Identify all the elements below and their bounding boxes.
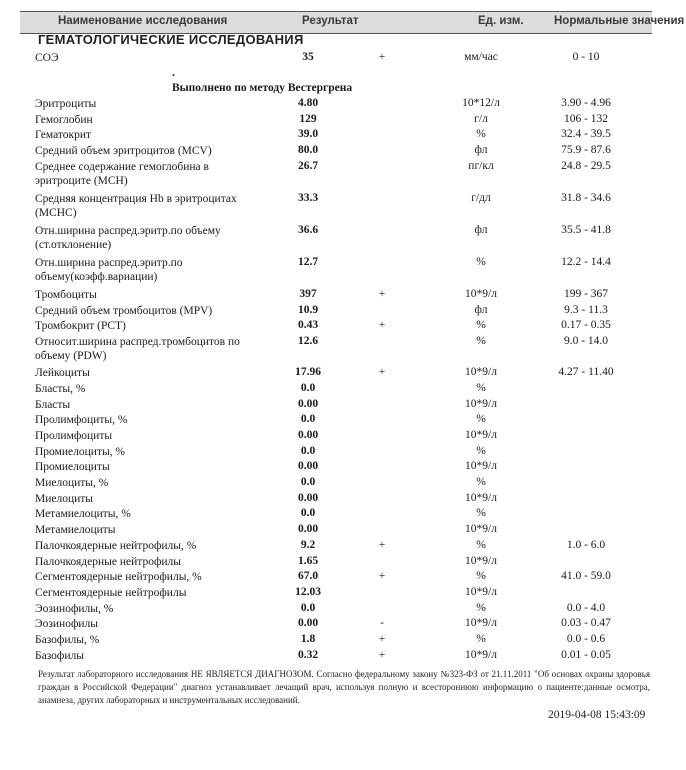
reference-range: 106 - 132 — [563, 113, 609, 125]
test-result: 0.00 — [297, 617, 319, 629]
test-unit: % — [476, 128, 486, 140]
test-result: 12.7 — [297, 256, 319, 268]
test-unit: фл — [474, 224, 488, 236]
reference-range: 32.4 - 39.5 — [561, 128, 611, 140]
reference-range: 199 - 367 — [563, 288, 609, 300]
test-result: 36.6 — [297, 224, 319, 236]
header-norm: Нормальные значения — [554, 15, 685, 27]
test-name: Промиелоциты — [35, 461, 110, 473]
test-result: 397 — [299, 288, 317, 300]
test-name: Отн.ширина распред.эритр.по объему(коэфф.вариации) — [35, 257, 183, 283]
report-timestamp: 2019-04-08 15:43:09 — [548, 709, 646, 721]
test-unit: 10*9/л — [465, 398, 497, 410]
test-result: 0.00 — [297, 460, 319, 472]
test-unit: % — [476, 539, 486, 551]
test-unit: % — [476, 570, 486, 582]
reference-range: 0.01 - 0.05 — [561, 649, 611, 661]
test-name: Базофилы — [35, 650, 85, 662]
test-result: 0.0 — [300, 602, 316, 614]
test-name: Гемоглобин — [35, 114, 93, 126]
test-result: 39.0 — [297, 128, 319, 140]
test-unit: % — [476, 476, 486, 488]
test-name: СОЭ — [35, 52, 59, 64]
test-name: Метамиелоциты, % — [35, 508, 131, 520]
test-unit: 10*9/л — [465, 555, 497, 567]
reference-range: 35.5 - 41.8 — [561, 224, 611, 236]
test-unit: 10*9/л — [465, 460, 497, 472]
test-unit: 10*12/л — [462, 97, 500, 109]
test-result: 35 — [302, 51, 314, 63]
abnormal-flag: + — [378, 366, 386, 378]
test-name: Тромбокрит (PCT) — [35, 320, 126, 332]
test-name: Базофилы, % — [35, 634, 100, 646]
reference-range: 0 - 10 — [572, 51, 600, 63]
test-unit: % — [476, 335, 486, 347]
test-result: 12.6 — [297, 335, 319, 347]
section-title: ГЕМАТОЛОГИЧЕСКИЕ ИССЛЕДОВАНИЯ — [38, 32, 304, 47]
test-result: 0.00 — [297, 492, 319, 504]
test-unit: 10*9/л — [465, 523, 497, 535]
test-result: 0.00 — [297, 523, 319, 535]
test-result: 0.43 — [297, 319, 319, 331]
test-name: Среднее содержание гемоглобина в эритроците (MCH) — [35, 161, 209, 187]
test-name: Тромбоциты — [35, 289, 97, 301]
test-name: Бласты, % — [35, 383, 86, 395]
table-header — [20, 11, 685, 34]
test-name: Отн.ширина распред.эритр.по объему (ст.отклонение) — [35, 225, 221, 251]
test-name: Сегментоядерные нейтрофилы — [35, 587, 187, 599]
header-result: Результат — [302, 15, 359, 27]
abnormal-flag: + — [378, 288, 386, 300]
test-name: Палочкоядерные нейтрофилы — [35, 556, 182, 568]
abnormal-flag: + — [378, 633, 386, 645]
abnormal-flag: + — [378, 649, 386, 661]
test-unit: % — [476, 507, 486, 519]
reference-range: 4.27 - 11.40 — [558, 366, 614, 378]
test-unit: 10*9/л — [465, 617, 497, 629]
method-note: Выполнено по методу Вестергрена — [172, 82, 353, 94]
test-result: 33.3 — [297, 192, 319, 204]
test-unit: % — [476, 382, 486, 394]
reference-range: 0.0 - 0.6 — [566, 633, 606, 645]
test-unit: 10*9/л — [465, 492, 497, 504]
reference-range: 24.8 - 29.5 — [561, 160, 611, 172]
abnormal-flag: + — [378, 319, 386, 331]
reference-range: 9.0 - 14.0 — [563, 335, 609, 347]
test-unit: % — [476, 445, 486, 457]
test-name: Сегментоядерные нейтрофилы, % — [35, 571, 202, 583]
test-name: Гематокрит — [35, 129, 92, 141]
abnormal-flag: + — [378, 539, 386, 551]
test-unit: % — [476, 319, 486, 331]
test-unit: 10*9/л — [465, 288, 497, 300]
test-unit: % — [476, 256, 486, 268]
test-result: 10.9 — [297, 304, 319, 316]
test-name: Промиелоциты, % — [35, 446, 126, 458]
abnormal-flag: + — [378, 570, 386, 582]
test-result: 9.2 — [300, 539, 316, 551]
test-name: Относит.ширина распред.тромбоцитов по объему (PDW) — [35, 336, 240, 362]
test-name: Средний объем тромбоцитов (MPV) — [35, 305, 213, 317]
reference-range: 0.17 - 0.35 — [561, 319, 611, 331]
test-result: 0.00 — [297, 429, 319, 441]
reference-range: 3.90 - 4.96 — [561, 97, 611, 109]
test-result: 0.0 — [300, 382, 316, 394]
test-result: 0.00 — [297, 398, 319, 410]
test-name: Эозинофилы, % — [35, 603, 114, 615]
test-result: 17.96 — [295, 366, 321, 378]
reference-range: 75.9 - 87.6 — [561, 144, 611, 156]
test-name: Миелоциты, % — [35, 477, 109, 489]
test-unit: пг/кл — [468, 160, 494, 172]
test-result: 0.0 — [300, 476, 316, 488]
test-unit: % — [476, 413, 486, 425]
reference-range: 41.0 - 59.0 — [561, 570, 611, 582]
test-result: 80.0 — [297, 144, 319, 156]
abnormal-flag: + — [378, 51, 386, 63]
reference-range: 31.8 - 34.6 — [561, 192, 611, 204]
test-result: 0.0 — [300, 445, 316, 457]
test-unit: 10*9/л — [465, 586, 497, 598]
test-result: 12.03 — [295, 586, 321, 598]
reference-range: 9.3 - 11.3 — [564, 304, 608, 316]
test-unit: 10*9/л — [465, 429, 497, 441]
abnormal-flag: - — [380, 617, 384, 629]
test-name: Миелоциты — [35, 493, 94, 505]
test-name: Эритроциты — [35, 98, 97, 110]
test-name: Средний объем эритроцитов (MCV) — [35, 145, 212, 157]
test-unit: % — [476, 633, 486, 645]
test-name: Метамиелоциты — [35, 524, 116, 536]
test-name: Средняя концентрация Hb в эритроцитах (MCHC) — [35, 193, 237, 219]
test-result: 0.0 — [300, 507, 316, 519]
test-result: 0.0 — [300, 413, 316, 425]
test-name: Пролимфоциты — [35, 430, 113, 442]
disclaimer-note: Результат лабораторного исследования НЕ ЯВЛЯЕТСЯ ДИАГНОЗОМ. Согласно федеральному закону №323-ФЗ от 21.11.2011 "Об основах охраны здоровья граждан в Российской Федерации" диагноз устанавливает лечащий врач, используя полную и всестороннюю информацию о пациенте:данные осмотра, анамнеза, других лабораторных и инструментальных исследований. — [38, 669, 650, 705]
test-name: Палочкоядерные нейтрофилы, % — [35, 540, 197, 552]
test-result: 1.8 — [300, 633, 316, 645]
test-name: Пролимфоциты, % — [35, 414, 128, 426]
test-unit: % — [476, 602, 486, 614]
test-unit: г/дл — [471, 192, 491, 204]
test-result: 67.0 — [297, 570, 319, 582]
reference-range: 1.0 - 6.0 — [566, 539, 606, 551]
test-unit: мм/час — [464, 51, 498, 63]
test-unit: фл — [474, 144, 488, 156]
reference-range: 0.0 - 4.0 — [566, 602, 606, 614]
test-result: 4.80 — [297, 97, 319, 109]
test-result: 0.32 — [297, 649, 319, 661]
reference-range: 0.03 - 0.47 — [561, 617, 611, 629]
test-unit: г/л — [474, 113, 488, 125]
header-name: Наименование исследования — [58, 15, 228, 27]
reference-range: 12.2 - 14.4 — [561, 256, 611, 268]
test-name: Эозинофилы — [35, 618, 99, 630]
method-dot: . — [172, 65, 175, 79]
header-unit: Ед. изм. — [478, 15, 524, 27]
test-name: Бласты — [35, 399, 71, 411]
test-unit: фл — [474, 304, 488, 316]
test-result: 1.65 — [297, 555, 319, 567]
test-result: 129 — [299, 113, 317, 125]
test-result: 26.7 — [297, 160, 319, 172]
test-unit: 10*9/л — [465, 366, 497, 378]
test-unit: 10*9/л — [465, 649, 497, 661]
test-name: Лейкоциты — [35, 367, 90, 379]
